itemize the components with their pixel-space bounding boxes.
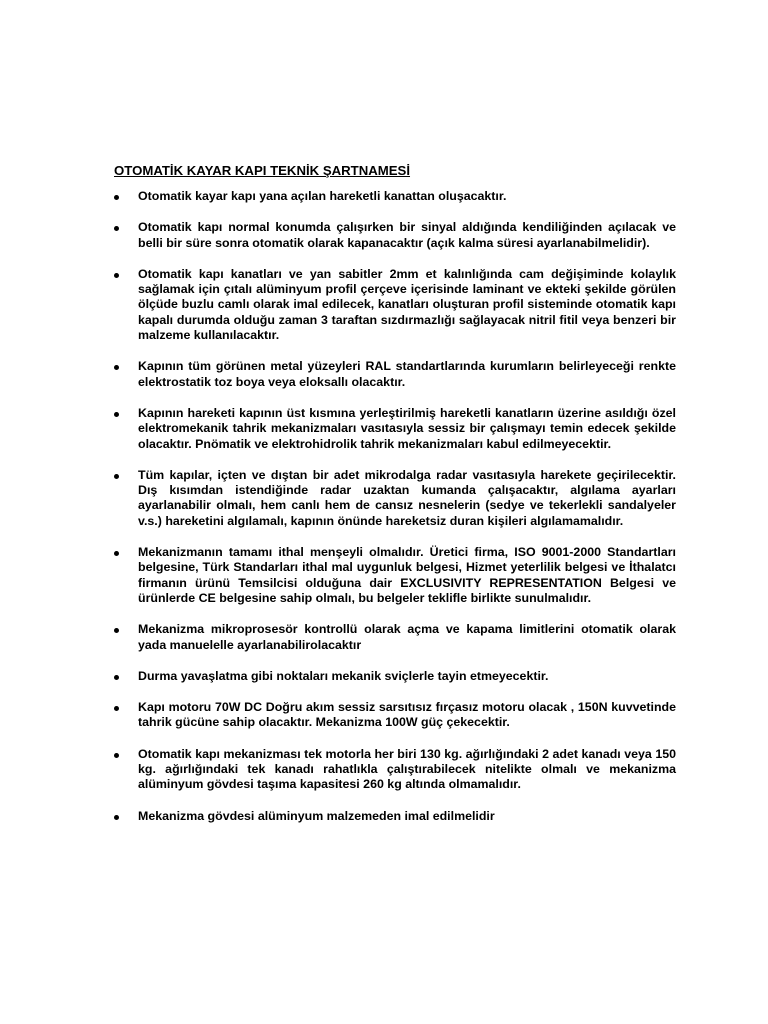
bullet-icon	[114, 474, 119, 479]
list-item	[114, 545, 676, 606]
list-item-text: Kapı motoru 70W DC Doğru akım sessiz sarsıtısız fırçasız motoru olacak , 150N kuvvetinde tahrik gücüne sahip olacaktır. Mekanizma 100W güç çekecektir.	[138, 700, 676, 730]
bullet-icon	[114, 226, 119, 231]
list-item-text: Tüm kapılar, içten ve dıştan bir adet mikrodalga radar vasıtasıyla harekete geçirilecektir. Dış kısımdan istendiğinde radar uzaktan kumanda çalışacaktır, algılama ayarları ayarlanabilir olmalı, hem canlı hem de cansız nesnelerin (sedye ve tekerlekli sandalyeler v.s.) hareketini algılamalı, kapının önünde hareketsiz duran kişileri algılamamalıdır.	[138, 467, 676, 528]
bullet-icon	[114, 273, 119, 278]
list-item	[114, 809, 676, 824]
list-item	[114, 747, 676, 793]
list-item-text: Mekanizma mikroprosesör kontrollü olarak açma ve kapama limitlerini otomatik olarak yada manuelelle ayarlanabilirolacaktır	[138, 622, 676, 652]
bullet-icon	[114, 675, 119, 680]
list-item-text: Otomatik kapı kanatları ve yan sabitler 2mm et kalınlığında cam değişiminde kolaylık sağlamak için çıtalı alüminyum profil çerçeve içerisinde laminant ve ekteki şekilde görülen ölçüde buzlu camlı olarak imal edilecek, kanatları oluşturan profil sisteminde otomatik kapı kapalı durumda olduğu zaman 3 taraftan sızdırmazlığı sağlayacak nitril fitil veya benzeri bir malzeme kullanılacaktır.	[138, 266, 676, 343]
bullet-icon	[114, 815, 119, 820]
list-item	[114, 468, 676, 529]
list-item	[114, 359, 676, 390]
document-page	[114, 163, 676, 840]
list-item-text: Otomatik kapı mekanizması tek motorla her biri 130 kg. ağırlığındaki 2 adet kanadı veya 150 kg. ağırlığındaki tek kanadı rahatlıkla çalıştırabilecek nitelikte olmalı ve mekanizma alüminyum gövdesi taşıma kapasitesi 260 kg altında olmamalıdır.	[138, 746, 676, 792]
list-item-text: Mekanizma gövdesi alüminyum malzemeden imal edilmelidir	[138, 808, 495, 823]
bullet-icon	[114, 551, 119, 556]
list-item-text: Kapının hareketi kapının üst kısmına yerleştirilmiş hareketli kanatların üzerine asıldığı özel elektromekanik tahrik mekanizmaları vasıtasıyla sessiz bir çalışmayı temin edecek şekilde olacaktır. Pnömatik ve elektrohidrolik tahrik mekanizmaları kabul edilmeyecektir.	[138, 405, 676, 451]
bullet-icon	[114, 753, 119, 758]
list-item	[114, 189, 676, 204]
bullet-icon	[114, 365, 119, 370]
bullet-icon	[114, 195, 119, 200]
list-item-text: Mekanizmanın tamamı ithal menşeyli olmalıdır. Üretici firma, ISO 9001-2000 Standartları belgesine, Türk Standarları ithal mal uygunluk belgesi, Hizmet yeterlilik belgesi ve İthalatcı firmanın ürünü Temsilcisi olduğuna dair EXCLUSIVITY REPRESENTATION Belgesi ve ürünlerde CE belgesine sahip olmalı, bu belgeler teklifle birlikte sunulmalıdır.	[138, 545, 676, 605]
list-item-text: Otomatik kayar kapı yana açılan hareketli kanattan oluşacaktır.	[138, 189, 507, 203]
list-item	[114, 406, 676, 452]
bullet-icon	[114, 628, 119, 633]
list-item-text: Kapının tüm görünen metal yüzeyleri RAL standartlarında kurumların belirleyeceği renkte elektrostatik toz boya veya eloksallı olacaktır.	[138, 359, 676, 389]
list-item-text: Otomatik kapı normal konumda çalışırken bir sinyal aldığında kendiliğinden açılacak ve belli bir süre sonra otomatik olarak kapanacaktır (açık kalma süresi ayarlanabilmelidir).	[138, 220, 676, 250]
document-title: OTOMATİK KAYAR KAPI TEKNİK ŞARTNAMESİ	[114, 163, 411, 178]
list-item	[114, 267, 676, 343]
bullet-icon	[114, 412, 119, 417]
bullet-icon	[114, 706, 119, 711]
list-item-text: Durma yavaşlatma gibi noktaları mekanik sviçlerle tayin etmeyecektir.	[138, 668, 549, 683]
list-item	[114, 669, 676, 684]
list-item	[114, 700, 676, 731]
specification-list	[114, 189, 676, 824]
list-item	[114, 220, 676, 251]
list-item	[114, 622, 676, 653]
